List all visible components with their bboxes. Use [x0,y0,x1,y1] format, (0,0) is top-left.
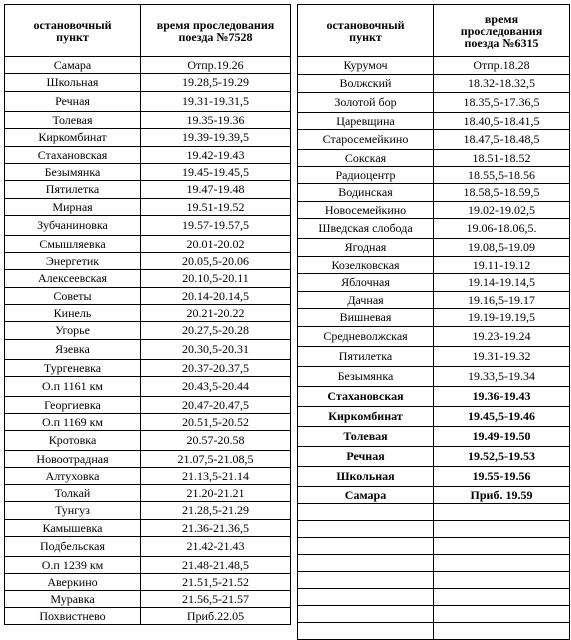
table-row [5,147,291,164]
table-row [298,130,570,150]
station-cell: Киркомбинат [298,407,434,427]
table-row [298,150,570,167]
station-cell: Сокская [298,150,434,167]
table-row [298,274,570,292]
station-cell: Пятилетка [298,347,434,367]
table-row [298,167,570,184]
time-cell: 19.31-19.32 [434,347,570,367]
table-row [5,451,291,468]
table-row [298,538,570,555]
station-cell: Школьная [298,467,434,487]
table-row [298,572,570,589]
header-row [5,5,291,57]
table-row [298,387,570,407]
station-cell [298,555,434,572]
time-cell [434,504,570,521]
time-cell: 18.51-18.52 [434,150,570,167]
time-cell: 19.33,5-19.34 [434,367,570,387]
time-cell: 20.21-20.22 [141,305,291,322]
station-cell: Георгиевка [5,397,141,414]
table-row [298,257,570,274]
table-row [5,288,291,305]
station-cell: Кинель [5,305,141,322]
time-cell: 19.11-19.12 [434,257,570,274]
table-row [5,557,291,574]
time-cell: 20.30,5-20.31 [141,340,291,360]
station-cell: Кротовка [5,431,141,451]
station-cell: О.п 1239 км [5,557,141,574]
table-row [5,253,291,270]
time-cell [434,521,570,538]
station-cell: Толкай [5,485,141,502]
schedule-table-7528 [4,4,291,625]
table-row [298,75,570,93]
time-cell: 18.55,5-18.56 [434,167,570,184]
time-cell: 21.48-21.48,5 [141,557,291,574]
station-cell: Самара [5,57,141,74]
table-row [5,591,291,608]
table-row [298,504,570,521]
table-row [5,305,291,322]
station-cell: Новосемейкино [298,202,434,219]
station-cell [298,538,434,555]
table-row [298,487,570,504]
time-cell: 19.06-18.06,5. [434,219,570,239]
table-row [298,606,570,623]
time-cell: 18.40,5-18.41,5 [434,113,570,130]
time-cell: 20.05,5-20.06 [141,253,291,270]
time-cell: 19.42-19.43 [141,147,291,164]
station-cell: Смышляевка [5,236,141,253]
time-cell: 21.51,5-21.52 [141,574,291,591]
station-cell: Средневолжская [298,327,434,347]
table-row [298,623,570,640]
table-row [5,397,291,414]
station-cell: Новоотрадная [5,451,141,468]
time-cell: 21.20-21.21 [141,485,291,502]
station-cell [298,521,434,538]
station-cell: Советы [5,288,141,305]
station-cell: Старосемейкино [298,130,434,150]
time-cell: 19.47-19.48 [141,181,291,199]
station-cell: Шведская слобода [298,219,434,239]
station-cell: О.п 1169 км [5,414,141,431]
time-cell [434,538,570,555]
station-cell: Язевка [5,340,141,360]
station-cell: Толевая [5,112,141,129]
time-cell: 19.36-19.43 [434,387,570,407]
table-row [5,57,291,74]
station-cell: Безымянка [298,367,434,387]
time-cell: 21.07,5-21.08,5 [141,451,291,468]
station-cell: Тургеневка [5,360,141,377]
time-cell: 19.51-19.52 [141,199,291,216]
table-row [298,327,570,347]
time-cell: 20.10,5-20.11 [141,270,291,288]
station-cell [298,606,434,623]
table-row [5,377,291,397]
time-cell: 19.45-19.45,5 [141,164,291,181]
station-cell: Речная [5,92,141,112]
station-cell: Пятилетка [5,181,141,199]
time-cell: 19.57-19.57,5 [141,216,291,236]
station-cell: Школьная [5,74,141,92]
time-cell: 19.19-19.19,5 [434,309,570,327]
station-cell: Похвистнево [5,608,141,625]
station-cell: Курумоч [298,57,434,75]
table-row [5,520,291,537]
table-row [5,431,291,451]
time-cell: 20.01-20.02 [141,236,291,253]
station-header: остановочный пункт [298,5,434,57]
table-row [5,340,291,360]
table-row [5,468,291,485]
table-row [298,309,570,327]
table-row [298,93,570,113]
station-cell: О.п 1161 км [5,377,141,397]
station-cell: Яблочная [298,274,434,292]
table-row [298,113,570,130]
station-cell: Алтуховка [5,468,141,485]
time-cell: Приб. 19.59 [434,487,570,504]
station-cell: Золотой бор [298,93,434,113]
table-row [298,239,570,257]
time-cell: 19.55-19.56 [434,467,570,487]
time-cell: 20.37-20.37,5 [141,360,291,377]
station-cell: Вишневая [298,309,434,327]
station-cell: Царевщина [298,113,434,130]
time-cell: 19.35-19.36 [141,112,291,129]
time-cell: 21.13,5-21.14 [141,468,291,485]
time-cell [434,606,570,623]
time-cell: 19.02-19.02,5 [434,202,570,219]
time-cell: 20.47-20.47,5 [141,397,291,414]
time-cell [434,623,570,640]
table-row [5,485,291,502]
table-row [298,347,570,367]
table-row [5,199,291,216]
time-header: время проследования поезда №7528 [141,5,291,57]
station-cell: Ягодная [298,239,434,257]
table-row [5,92,291,112]
table-row [298,521,570,538]
time-cell: Приб.22.05 [141,608,291,625]
table-row [5,236,291,253]
table-row [298,589,570,606]
table-row [298,467,570,487]
time-cell: 19.31-19.31,5 [141,92,291,112]
time-cell: Отпр.19.26 [141,57,291,74]
table-row [5,112,291,129]
time-cell: 20.27,5-20.28 [141,322,291,340]
table-row [298,447,570,467]
station-cell [298,504,434,521]
station-cell: Киркомбинат [5,129,141,147]
header-row [298,5,570,57]
station-cell [298,623,434,640]
station-cell: Козелковская [298,257,434,274]
time-cell: 20.51,5-20.52 [141,414,291,431]
table-row [298,292,570,309]
time-cell: 21.56,5-21.57 [141,591,291,608]
table-row [5,164,291,181]
station-cell: Тунгуз [5,502,141,520]
time-cell: 20.43,5-20.44 [141,377,291,397]
table-row [5,129,291,147]
time-cell: 19.39-19.39,5 [141,129,291,147]
station-cell: Энергетик [5,253,141,270]
station-cell: Угорье [5,322,141,340]
table-row [5,502,291,520]
time-cell: 21.42-21.43 [141,537,291,557]
time-cell: 19.16,5-19.17 [434,292,570,309]
station-cell: Стахановская [298,387,434,407]
table-row [5,74,291,92]
station-cell: Безымянка [5,164,141,181]
station-cell: Стахановская [5,147,141,164]
table-row [298,555,570,572]
table-row [298,427,570,447]
station-cell: Подбельская [5,537,141,557]
table-row [298,219,570,239]
table-row [298,202,570,219]
table-row [5,270,291,288]
time-cell: 18.58,5-18.59,5 [434,184,570,202]
table-row [5,181,291,199]
station-cell: Мирная [5,199,141,216]
time-cell: 21.28,5-21.29 [141,502,291,520]
station-cell: Аверкино [5,574,141,591]
time-cell: Отпр.18.28 [434,57,570,75]
station-cell [298,572,434,589]
table-row [5,216,291,236]
table-row [298,407,570,427]
time-cell [434,555,570,572]
time-cell: 21.36-21.36,5 [141,520,291,537]
time-cell: 18.35,5-17.36,5 [434,93,570,113]
time-cell: 19.14-19.14,5 [434,274,570,292]
time-cell [434,589,570,606]
table-row [298,184,570,202]
station-cell: Дачная [298,292,434,309]
station-cell: Толевая [298,427,434,447]
station-cell: Водинская [298,184,434,202]
time-cell: 19.08,5-19.09 [434,239,570,257]
time-cell: 19.23-19.24 [434,327,570,347]
time-cell: 18.47,5-18.48,5 [434,130,570,150]
time-cell: 19.49-19.50 [434,427,570,447]
time-header: время проследования поезда №6315 [434,5,570,57]
time-cell: 20.14-20.14,5 [141,288,291,305]
time-cell: 20.57-20.58 [141,431,291,451]
station-cell: Речная [298,447,434,467]
time-cell: 19.52,5-19.53 [434,447,570,467]
table-row [5,360,291,377]
time-cell: 19.45,5-19.46 [434,407,570,427]
station-cell: Зубчаниновка [5,216,141,236]
schedule-table-6315 [297,4,570,640]
table-row [5,608,291,625]
station-cell: Волжский [298,75,434,93]
station-cell: Камышевка [5,520,141,537]
time-cell: 19.28,5-19.29 [141,74,291,92]
table-row [298,57,570,75]
table-row [5,414,291,431]
station-cell: Самара [298,487,434,504]
time-cell [434,572,570,589]
time-cell: 18.32-18.32,5 [434,75,570,93]
station-cell: Алексеевская [5,270,141,288]
station-cell [298,589,434,606]
table-row [5,322,291,340]
station-cell: Радиоцентр [298,167,434,184]
table-row [5,574,291,591]
station-cell: Муравка [5,591,141,608]
station-header: остановочный пункт [5,5,141,57]
table-row [298,367,570,387]
table-row [5,537,291,557]
